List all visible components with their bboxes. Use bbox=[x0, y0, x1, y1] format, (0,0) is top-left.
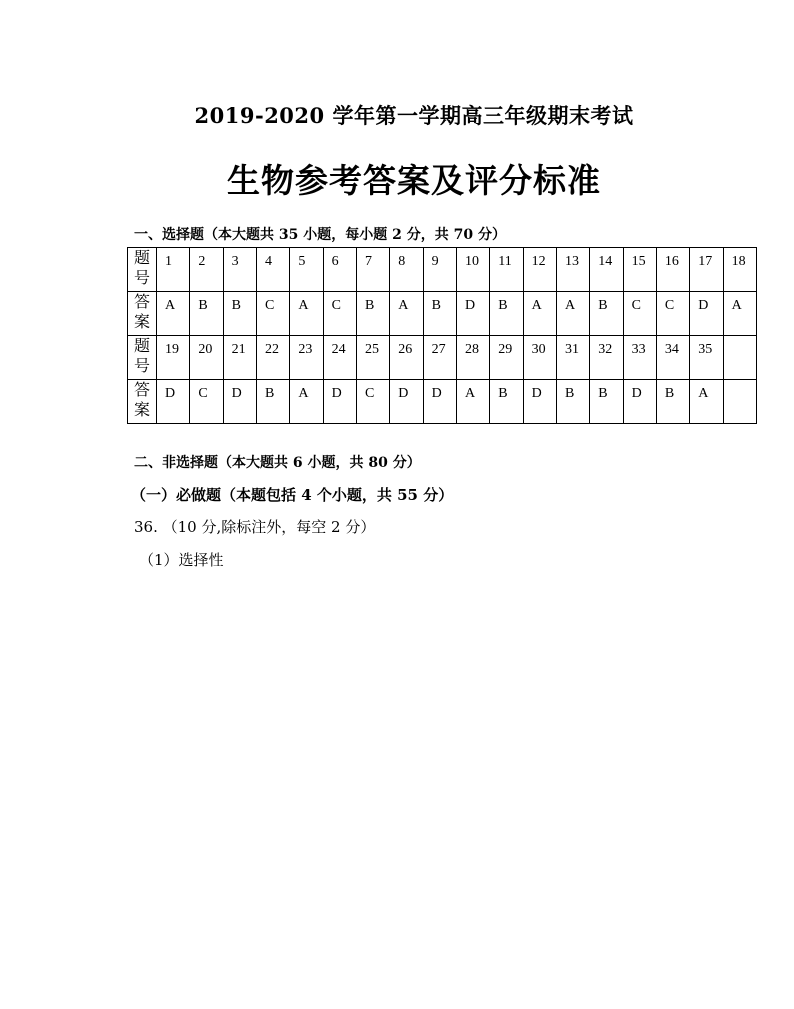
table-cell bbox=[690, 380, 723, 424]
table-cell bbox=[223, 336, 256, 380]
table-cell bbox=[556, 380, 589, 424]
cell-value: 8 bbox=[398, 254, 406, 269]
table-cell bbox=[456, 380, 489, 424]
row-label: 答 案 bbox=[128, 380, 157, 424]
cell-value: A bbox=[531, 298, 542, 313]
cell-value: 6 bbox=[331, 254, 339, 269]
cell-value: 26 bbox=[398, 342, 413, 357]
table-cell bbox=[190, 380, 223, 424]
table-cell bbox=[690, 248, 723, 292]
cell-value: C bbox=[331, 298, 341, 313]
cell-value: A bbox=[731, 298, 742, 313]
cell-value: B bbox=[498, 386, 508, 401]
answer-table bbox=[127, 247, 757, 424]
table-cell bbox=[490, 248, 523, 292]
cell-value: 4 bbox=[264, 254, 272, 269]
cell-value: B bbox=[364, 298, 375, 313]
table-cell bbox=[590, 292, 623, 336]
table-cell bbox=[623, 292, 656, 336]
table-cell bbox=[323, 292, 356, 336]
cell-value: D bbox=[631, 386, 642, 401]
table-cell bbox=[423, 292, 456, 336]
table-cell bbox=[556, 292, 589, 336]
table-cell bbox=[623, 336, 656, 380]
table-cell bbox=[290, 380, 323, 424]
table-cell bbox=[723, 380, 756, 424]
cell-value: C bbox=[631, 298, 641, 313]
number-row-1 bbox=[128, 248, 757, 292]
table-cell bbox=[356, 292, 389, 336]
table-cell bbox=[556, 336, 589, 380]
table-cell bbox=[556, 248, 589, 292]
cell-value: B bbox=[431, 298, 441, 313]
cell-value bbox=[724, 336, 756, 342]
table-cell bbox=[456, 292, 489, 336]
table-cell bbox=[190, 292, 223, 336]
cell-value: B bbox=[264, 386, 275, 401]
cell-value: B bbox=[598, 298, 608, 313]
table-cell bbox=[356, 248, 389, 292]
cell-value: B bbox=[664, 386, 675, 401]
table-cell bbox=[656, 248, 689, 292]
cell-value: A bbox=[698, 386, 709, 401]
cell-value: 3 bbox=[231, 254, 239, 269]
table-cell bbox=[157, 380, 190, 424]
cell-value: B bbox=[198, 298, 208, 313]
cell-value: C bbox=[198, 386, 208, 401]
cell-value: 2 bbox=[198, 254, 206, 269]
cell-value: 27 bbox=[431, 342, 446, 357]
table-cell bbox=[256, 292, 289, 336]
table-cell bbox=[157, 336, 190, 380]
cell-value: 17 bbox=[698, 254, 713, 269]
cell-value: D bbox=[398, 386, 409, 401]
table-cell bbox=[523, 380, 556, 424]
required-subheading: （一）必做题（本题包括 4 个小题，共 55 分） bbox=[131, 486, 454, 504]
table-cell bbox=[390, 336, 423, 380]
cell-value: 18 bbox=[731, 254, 746, 269]
table-cell bbox=[656, 292, 689, 336]
question-36-part-1: （1）选择性 bbox=[139, 551, 224, 569]
cell-value: C bbox=[664, 298, 675, 313]
table-cell bbox=[157, 292, 190, 336]
exam-title: 2019-2020 学年第一学期高三年级期末考试 bbox=[194, 103, 634, 128]
table-cell bbox=[590, 248, 623, 292]
table-cell bbox=[356, 336, 389, 380]
table-cell bbox=[656, 336, 689, 380]
cell-value: 20 bbox=[198, 342, 213, 357]
cell-value: D bbox=[165, 386, 176, 401]
table-cell bbox=[456, 336, 489, 380]
cell-value bbox=[724, 380, 756, 386]
table-cell bbox=[623, 248, 656, 292]
table-cell bbox=[590, 336, 623, 380]
doc-title: 生物参考答案及评分标准 bbox=[227, 161, 601, 200]
row-label: 答 案 bbox=[128, 292, 157, 336]
cell-value: D bbox=[531, 386, 542, 401]
cell-value: A bbox=[398, 298, 409, 313]
table-cell bbox=[423, 248, 456, 292]
table-cell bbox=[690, 336, 723, 380]
cell-value: 32 bbox=[598, 342, 613, 357]
cell-value: 34 bbox=[664, 342, 679, 357]
table-cell bbox=[223, 248, 256, 292]
table-cell bbox=[223, 380, 256, 424]
number-row-2 bbox=[128, 336, 757, 380]
table-cell bbox=[390, 380, 423, 424]
cell-value: 25 bbox=[364, 342, 379, 357]
table-cell bbox=[723, 336, 756, 380]
cell-value: 21 bbox=[231, 342, 246, 357]
cell-value: 5 bbox=[298, 254, 306, 269]
table-cell bbox=[290, 248, 323, 292]
table-cell bbox=[323, 248, 356, 292]
cell-value: 23 bbox=[298, 342, 313, 357]
table-cell bbox=[423, 380, 456, 424]
cell-value: C bbox=[364, 386, 375, 401]
cell-value: D bbox=[464, 298, 476, 313]
table-cell bbox=[423, 336, 456, 380]
cell-value: D bbox=[431, 386, 442, 401]
cell-value: 30 bbox=[531, 342, 546, 357]
cell-value: B bbox=[564, 386, 575, 401]
cell-value: A bbox=[298, 386, 309, 401]
table-cell bbox=[623, 380, 656, 424]
cell-value: 10 bbox=[464, 254, 479, 269]
table-cell bbox=[323, 336, 356, 380]
table-cell bbox=[190, 336, 223, 380]
cell-value: 16 bbox=[664, 254, 679, 269]
table-cell bbox=[523, 248, 556, 292]
table-cell bbox=[723, 248, 756, 292]
cell-value: 7 bbox=[364, 254, 372, 269]
cell-value: 9 bbox=[431, 254, 439, 269]
table-cell bbox=[356, 380, 389, 424]
cell-value: 33 bbox=[631, 342, 646, 357]
cell-value: 19 bbox=[165, 342, 179, 357]
cell-value: 1 bbox=[165, 254, 172, 269]
cell-value: A bbox=[464, 386, 476, 401]
table-cell bbox=[456, 248, 489, 292]
section1-heading: 一、选择题（本大题共 35 小题，每小题 2 分，共 70 分） bbox=[134, 227, 506, 243]
cell-value: B bbox=[498, 298, 508, 313]
cell-value: A bbox=[564, 298, 576, 313]
cell-value: 28 bbox=[464, 342, 479, 357]
table-cell bbox=[523, 336, 556, 380]
cell-value: 29 bbox=[498, 342, 513, 357]
table-cell bbox=[256, 248, 289, 292]
cell-value: 15 bbox=[631, 254, 646, 269]
table-cell bbox=[390, 292, 423, 336]
table-cell bbox=[290, 336, 323, 380]
row-label: 题 号 bbox=[128, 248, 157, 292]
cell-value: D bbox=[231, 386, 242, 401]
cell-value: 24 bbox=[331, 342, 346, 357]
table-cell bbox=[490, 292, 523, 336]
cell-value: 11 bbox=[498, 254, 512, 269]
cell-value: C bbox=[264, 298, 275, 313]
cell-value: 12 bbox=[531, 254, 546, 269]
table-cell bbox=[256, 380, 289, 424]
cell-value: 14 bbox=[598, 254, 613, 269]
cell-value: 31 bbox=[564, 342, 579, 357]
cell-value: D bbox=[331, 386, 342, 401]
answer-row-1 bbox=[128, 292, 757, 336]
question-36-header: 36. （10 分,除标注外，每空 2 分） bbox=[134, 518, 376, 536]
table-cell bbox=[523, 292, 556, 336]
cell-value: 13 bbox=[564, 254, 579, 269]
cell-value: 22 bbox=[264, 342, 279, 357]
table-cell bbox=[323, 380, 356, 424]
table-cell bbox=[490, 336, 523, 380]
table-cell bbox=[590, 380, 623, 424]
table-cell bbox=[157, 248, 190, 292]
cell-value: B bbox=[231, 298, 241, 313]
table-cell bbox=[656, 380, 689, 424]
cell-value: D bbox=[698, 298, 709, 313]
answer-row-2 bbox=[128, 380, 757, 424]
table-cell bbox=[690, 292, 723, 336]
section2-heading: 二、非选择题（本大题共 6 小题，共 80 分） bbox=[134, 455, 421, 471]
cell-value: B bbox=[598, 386, 608, 401]
table-cell bbox=[256, 336, 289, 380]
table-cell bbox=[223, 292, 256, 336]
table-cell bbox=[723, 292, 756, 336]
table-cell bbox=[490, 380, 523, 424]
row-label: 题 号 bbox=[128, 336, 157, 380]
table-cell bbox=[190, 248, 223, 292]
cell-value: 35 bbox=[698, 342, 713, 357]
table-cell bbox=[290, 292, 323, 336]
table-cell bbox=[390, 248, 423, 292]
cell-value: A bbox=[298, 298, 309, 313]
cell-value: A bbox=[165, 298, 176, 313]
